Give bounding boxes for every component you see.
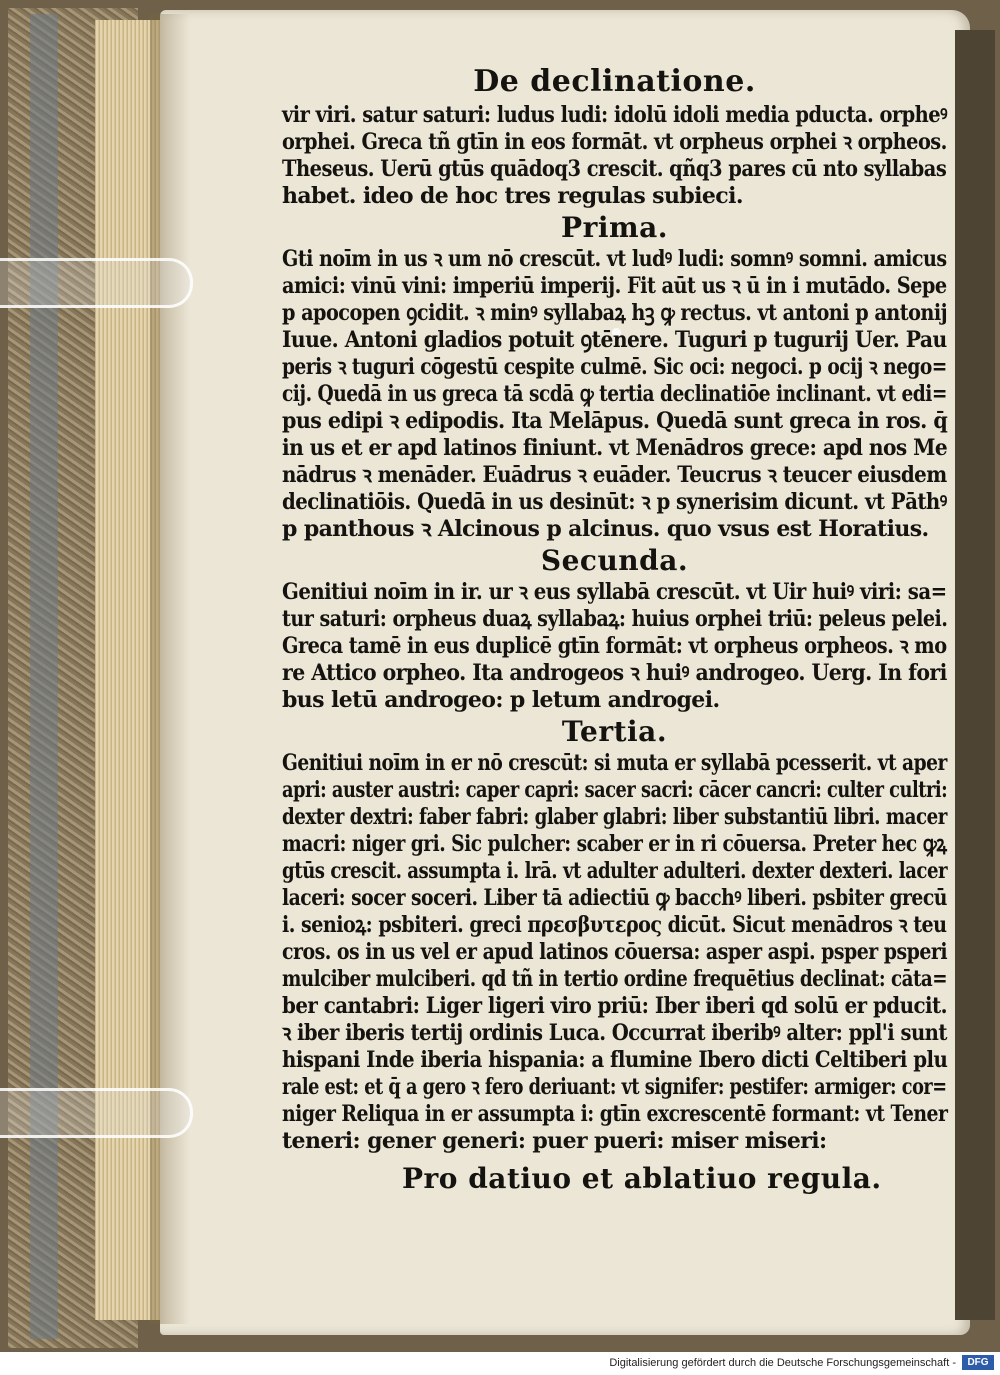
text-line: niger Reliqua in er assumpta i: gtīn excrescentē formant: vt Tener [282, 1101, 948, 1127]
text-line: macri: niger gri. Sic pulcher: scaber er in ri cōuersa. Preter hec ꝙꝝ [282, 831, 947, 857]
section-heading: Pro datiuo et ablatiuo regula. [402, 1162, 882, 1195]
text-line: bus letū androgeo: p letum androgei. [282, 687, 720, 713]
section-heading: Tertia. [561, 715, 668, 748]
text-line: amici: vinū vini: imperiū imperij. Fit aūt us ꝛ ū in i mutādo. Sepe [282, 273, 947, 299]
page-text [282, 62, 947, 1197]
text-line: tur saturi: orpheus duaꝝ syllabaꝝ: huius orphei triū: peleus pelei. [282, 606, 948, 632]
text-line: orphei. Greca tñ gtīn in eos formāt. vt orpheus orphei ꝛ orpheos. [282, 129, 947, 155]
page-title: De declinatione. [473, 64, 756, 99]
text-line: Genitiui noīm in ir. ur ꝛ eus syllabā crescūt. vt Uir huiꝰ viri: sa= [282, 579, 947, 605]
text-line: p apocopen ꝯcidit. ꝛ minꝰ syllabaꝝ hꝫ ꝙ rectus. vt antoni p antonij [282, 300, 948, 326]
text-line: mulciber mulciberi. qd tñ in tertio ordine frequētius declinat: cāta= [282, 966, 948, 992]
cover-edge [30, 14, 58, 1339]
page-clip-top [0, 258, 193, 308]
text-line: apri: auster austri: caper capri: sacer sacri: cācer cancri: culter cultri: [282, 777, 948, 803]
text-line: Gti noīm in us ꝛ um nō crescūt. vt ludꝰ ludi: somnꝰ somni. amicus [282, 246, 947, 272]
text-line: re Attico orpheo. Ita androgeos ꝛ huiꝰ androgeo. Uerg. In fori [282, 660, 947, 686]
text-line: peris ꝛ tuguri cōgestū cespite culmē. Sic oci: negoci. p ocij ꝛ nego= [282, 354, 947, 380]
text-line: declinatiōis. Quedā in us desinūt: ꝛ p synerisim dicunt. vt Pāthꝰ [282, 489, 947, 515]
page-right-background [955, 30, 995, 1320]
text-line: ꝛ iber iberis tertij ordinis Luca. Occurrat iberibꝰ alter: ppl'i sunt [282, 1020, 947, 1046]
text-line: i. senioꝝ: psbiteri. greci πρεσβυτερος dicūt. Sicut menādros ꝛ teu [282, 912, 947, 938]
page-clip-bottom [0, 1088, 193, 1138]
section-heading: Prima. [561, 211, 668, 244]
text-line: cij. Quedā in us greca tā scdā ꝙ tertia declinatiōe inclinant. vt edi= [282, 381, 947, 407]
text-line: Genitiui noīm in er nō crescūt: si muta er syllabā pcesserit. vt aper [282, 750, 947, 776]
dfg-logo: DFG [962, 1355, 994, 1370]
footer-credit: Digitalisierung gefördert durch die Deutsche Forschungsgemeinschaft - [609, 1357, 956, 1369]
text-line: Iuue. Antoni gladios potuit ꝯtēnere. Tuguri p tugurij Uer. Pau [282, 327, 947, 353]
text-line: in us et er apd latinos finiunt. vt Menādros grece: apd nos Me [282, 435, 948, 461]
section-heading: Secunda. [540, 544, 689, 577]
text-line: laceri: socer soceri. Liber tā adiectiū ꝙ bacchꝰ liberi. psbiter grecū [282, 885, 947, 911]
text-line: Theseus. Uerū gtūs quādoq3 crescit. qñq3 pares cū nto syllabas [282, 156, 947, 182]
text-line: teneri: gener generi: puer pueri: miser miseri: [282, 1128, 827, 1154]
text-line: habet. ideo de hoc tres regulas subieci. [282, 183, 743, 209]
text-line: dexter dextri: faber fabri: glaber glabri: liber substantiū libri. macer [282, 804, 947, 830]
text-line: cros. os in us vel er apud latinos cōuersa: asper aspi. psper psperi [282, 939, 948, 965]
footer-bar [0, 1352, 1000, 1375]
text-line: Greca tamē in eus duplicē gtīn formāt: vt orpheus orpheos. ꝛ mo [282, 633, 947, 659]
text-line: nādrus ꝛ menāder. Euādrus ꝛ euāder. Teucrus ꝛ teucer eiusdem [282, 462, 947, 488]
text-line: rale est: et q̄ a gero ꝛ fero deriuant: vt signifer: pestifer: armiger: cor= [282, 1074, 947, 1100]
text-line: pus edipi ꝛ edipodis. Ita Melāpus. Quedā sunt greca in ros. q̄ [282, 408, 948, 434]
text-line: gtūs crescit. assumpta i. lrā. vt adulter adulteri. dexter dexteri. lacer [282, 858, 948, 884]
text-line: ber cantabri: Liger ligeri viro priū: Iber iberi qd solū er pducit. [282, 993, 948, 1019]
text-line: p panthous ꝛ Alcinous p alcinus. quo vsus est Horatius. [282, 516, 929, 542]
text-line: vir viri. satur saturi: ludus ludi: idolū idoli media pducta. orpheꝰ [282, 102, 948, 128]
text-line: hispani Inde iberia hispania: a flumine Ibero dicti Celtiberi plu [282, 1047, 948, 1073]
